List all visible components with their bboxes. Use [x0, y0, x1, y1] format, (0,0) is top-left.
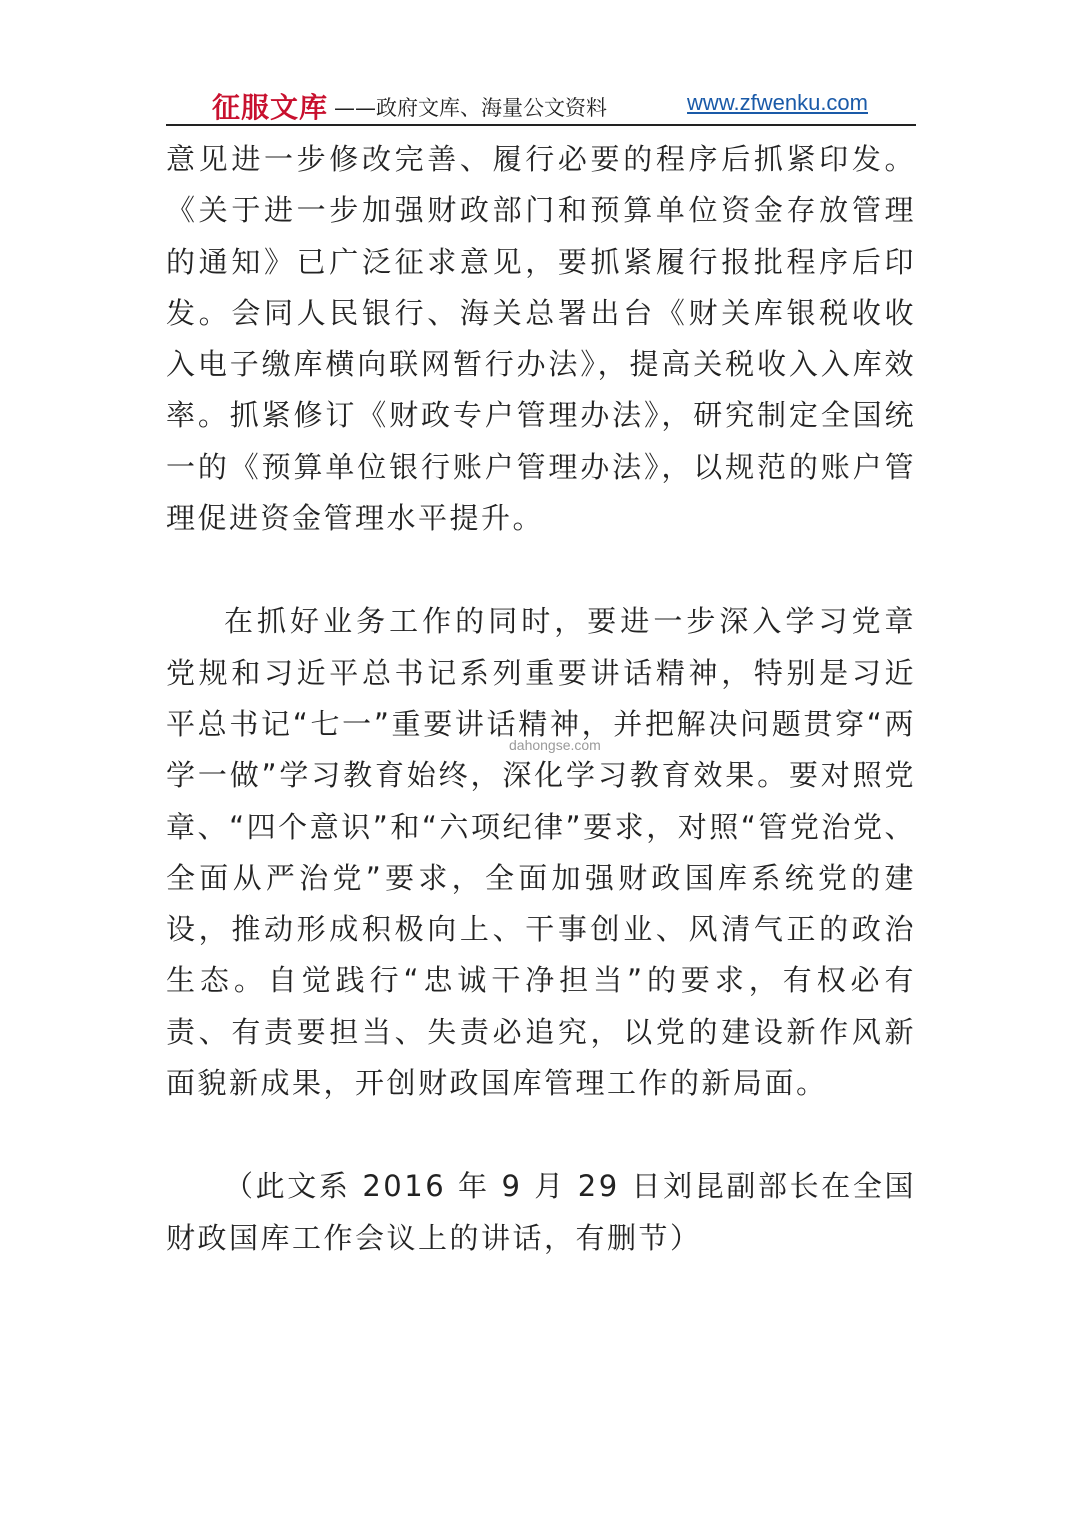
- paragraph-2: 在抓好业务工作的同时，要进一步深入学习党章党规和习近平总书记系列重要讲话精神，特别是习近平总书记“七一”重要讲话精神，并把解决问题贯穿“两学一做”学习教育始终，深化学习教育效果。要对照党章、“四个意识”和“六项纪律”要求，对照“管党治党、全面从严治党”要求，全面加强财政国库系统党的建设，推动形成积极向上、干事创业、风清气正的政治生态。自觉践行“忠诚干净担当”的要求，有权必有责、有责要担当、失责必追究，以党的建设新作风新面貌新成果，开创财政国库管理工作的新局面。: [166, 604, 916, 1101]
- watermark-text: dahongse.com: [509, 737, 601, 753]
- page-header: [166, 80, 916, 126]
- paragraph-spacer: [166, 1109, 916, 1161]
- site-url-link[interactable]: www.zfwenku.com: [687, 90, 868, 115]
- brand-logo-text: 征服文库: [212, 91, 329, 124]
- paragraph-1: 意见进一步修改完善、履行必要的程序后抓紧印发。《关于进一步加强财政部门和预算单位资金存放管理的通知》已广泛征求意见，要抓紧履行报批程序后印发。会同人民银行、海关总署出台《财关库银税收收入电子缴库横向联网暂行办法》，提高关税收入入库效率。抓紧修订《财政专户管理办法》，研究制定全国统一的《预算单位银行账户管理办法》，以规范的账户管理促进资金管理水平提升。: [166, 142, 916, 536]
- header-tagline: ——政府文库、海量公文资料: [334, 96, 607, 120]
- paragraph-spacer: [166, 544, 916, 596]
- paragraph-source-note: （此文系 2016 年 9 月 29 日刘昆副部长在全国财政国库工作会议上的讲话，有删节）: [166, 1169, 916, 1255]
- document-body: [166, 134, 916, 1264]
